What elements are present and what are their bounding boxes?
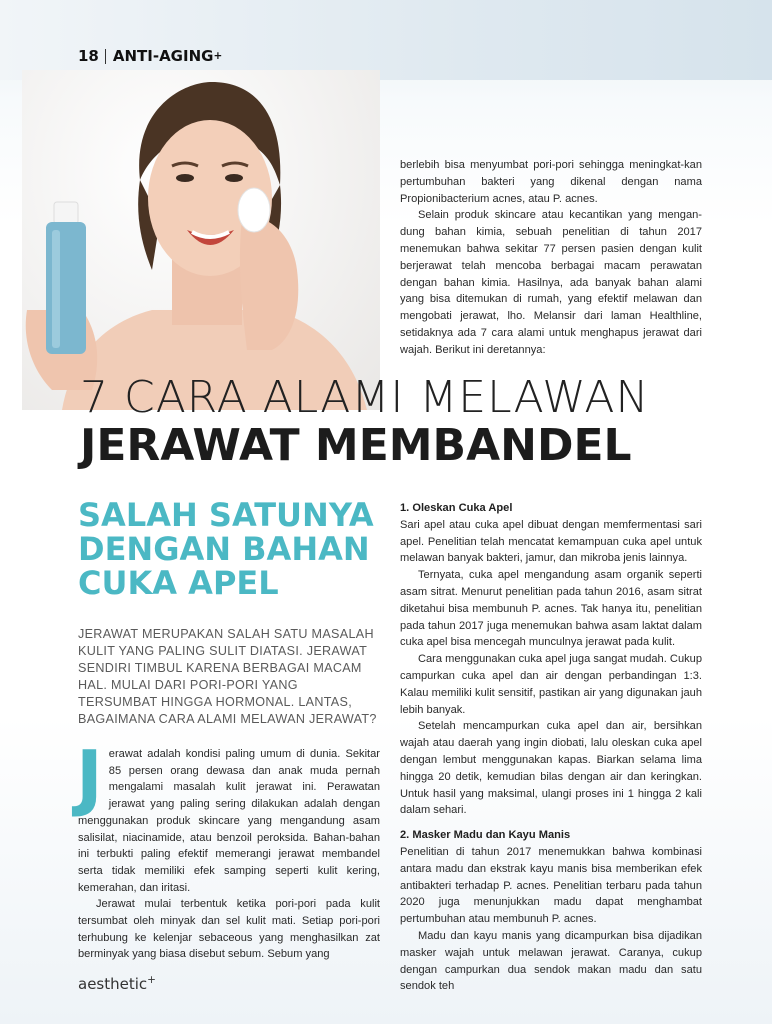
footer-plus: + (147, 974, 156, 986)
subtitle-line-1: SALAH SATUNYA (78, 496, 374, 534)
article-title-line-1: 7 CARA ALAMI MELAWAN (80, 372, 650, 423)
subtitle-line-2: DENGAN BAHAN (78, 530, 370, 568)
header-divider (105, 49, 106, 64)
article-subtitle (78, 498, 378, 600)
section-2-heading: 2. Masker Madu dan Kayu Manis (400, 829, 571, 842)
section-plus: + (213, 50, 223, 62)
section-1-heading: 1. Oleskan Cuka Apel (400, 502, 513, 514)
section-1-paragraph-1: Sari apel atau cuka apel dibuat dengan memfermentasi sari apel. Penelitian telah mencatat kemampuan cuka apel untuk melawan banyak bakteri, jamur, dan mikroba jenis lainnya. (400, 518, 702, 565)
photo-illustration (22, 70, 380, 410)
intro-paragraph-2: Selain produk skincare atau kecantikan yang mengan-dung bahan kimia, sebuah penelitian di tahun 2017 menemukan bahwa sekitar 77 persen pasien dengan kulit berjerawat telah mencoba berbagai macam perawatan dengan bahan kimia. Hasilnya, ada banyak bahan alami yang bisa ditemukan di rumah, yang efektif melawan dan mengobati jerawat, lho. Melansir dari laman Healthline, setidaknya ada 7 cara alami untuk menghapus jerawat dari wajah. Berikut ini deretannya: (400, 209, 702, 356)
subtitle-line-3: CUKA APEL (78, 564, 279, 602)
woman-with-toner-photo (22, 70, 380, 410)
page-header (78, 47, 222, 65)
body-paragraph-2: Jerawat mulai terbentuk ketika pori-pori pada kulit tersumbat oleh minyak dan sel kulit mati. Setiap pori-pori terhubung ke kelenjar sebaceous yang menghasilkan zat berminyak yang biasa disebut sebum. Sebum yang (78, 898, 380, 961)
section-1-paragraph-2: Ternyata, cuka apel mengandung asam organik seperti asam sitrat. Menurut penelitian pada tahun 2016, asam sitrat diketahui bisa membunuh P. acnes. Tak hanya itu, penelitian pada tahun 2017 juga menemukan bahwa asam laktat dalam cuka apel bisa mencegah munculnya jerawat pada kulit. (400, 569, 702, 649)
section-2-paragraph-1: Penelitian di tahun 2017 menemukkan bahwa kombinasi antara madu dan ekstrak kayu manis bisa memberikan efek antibakteri terhadap P. acnes. Penelitian terbaru pada tahun 2020 juga menunjukkan madu dapat menghambat pertumbuhan atau membunuh P. acnes. (400, 845, 702, 926)
intro-paragraph-1: berlebih bisa menyumbat pori-pori sehingga meningkat-kan pertumbuhan bakteri yang dikenal dengan nama Propionibacterium acnes, atau P. acnes. (400, 159, 702, 205)
section-1-paragraph-4: Setelah mencampurkan cuka apel dan air, bersihkan wajah atau daerah yang ingin diobati, lalu oleskan cuka apel dengan lembut menggunakan kapas. Biarkan selama lima hingga 20 detik, kemudian bilas dengan air dan keringkan. Untuk hasil yang maksimal, ulangi proses ini 1 hingga 2 kali dalam sehari. (400, 720, 702, 817)
left-body-column (76, 735, 380, 963)
right-body-column (400, 500, 702, 995)
section-2-paragraph-2: Madu dan kayu manis yang dicampurkan bisa dijadikan masker wajah untuk melawan jerawat. Caranya, cukup dengan campurkan dua sendok makan madu dan satu sendok teh (400, 929, 702, 993)
footer-brand (78, 974, 156, 993)
lead-paragraph: JERAWAT MERUPAKAN SALAH SATU MASALAH KULIT YANG PALING SULIT DIATASI. JERAWAT SENDIRI TIMBUL KARENA BERBAGAI MACAM HAL. MULAI DARI PORI-PORI YANG TERSUMBAT HINGGA HORMONAL. LANTAS, BAGAIMANA CARA ALAMI MELAWAN JERAWAT? (78, 627, 377, 726)
drop-cap: J (76, 735, 103, 819)
intro-continuation-column (400, 157, 702, 359)
page-number: 18 (78, 47, 99, 65)
article-title-line-2: JERAWAT MEMBANDEL (80, 420, 632, 471)
header-band (0, 0, 772, 80)
footer-brand-name: aesthetic (78, 975, 148, 993)
section-1-paragraph-3: Cara menggunakan cuka apel juga sangat mudah. Cukup campurkan cuka apel dan air dengan perbandingan 1:3. Kalau memiliki kulit sensitif, pastikan air yang digunakan jauh lebih banyak. (400, 653, 702, 716)
body-paragraph-1: erawat adalah kondisi paling umum di dunia. Sekitar 85 persen orang dewasa dan anak muda pernah mengalami masalah kulit jerawat ini. Perawatan jerawat yang paling sering dilakukan adalah dengan menggunakan produk skincare yang mengandung asam salisilat, niacinamide, atau benzoil peroksida. Bahan-bahan ini terbukti paling efektif memerangi jerawat membandel serta tidak memiliki efek samping seperti kulit kering, kemerahan, dan iritasi. (78, 748, 380, 894)
section-gap (400, 819, 702, 827)
section-label: ANTI-AGING (112, 47, 214, 65)
